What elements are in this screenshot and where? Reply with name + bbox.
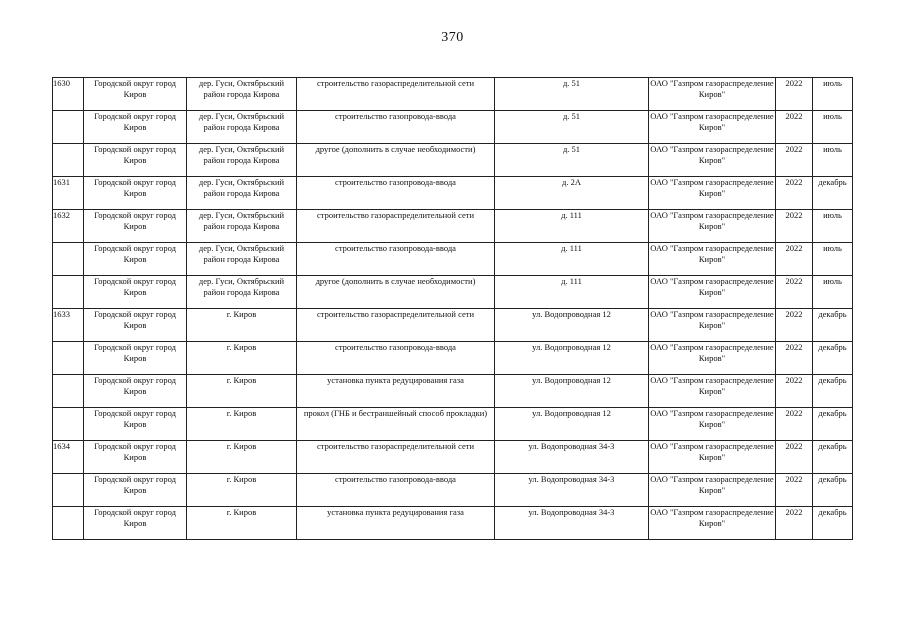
municipality-line: Городской округ город: [94, 441, 176, 451]
work-type-cell: строительство газораспределительной сети: [297, 441, 495, 474]
company-cell: [649, 243, 776, 276]
year-cell: 2022: [776, 408, 813, 441]
year-cell: 2022: [776, 78, 813, 111]
row-number-cell: 1631: [53, 177, 84, 210]
table-row: [53, 441, 853, 474]
municipality-cell: [84, 144, 187, 177]
month-cell: декабрь: [813, 342, 853, 375]
locality-line: район города Кирова: [203, 221, 280, 231]
address-cell: д. 111: [495, 210, 649, 243]
locality-line: г. Киров: [226, 474, 257, 484]
municipality-line: Киров: [123, 353, 147, 363]
municipality-line: Городской округ город: [94, 243, 176, 253]
row-number-cell: [53, 408, 84, 441]
locality-cell: [187, 507, 297, 540]
work-type-cell: установка пункта редуцирования газа: [297, 375, 495, 408]
municipality-cell: [84, 78, 187, 111]
municipality-cell: [84, 111, 187, 144]
row-number-cell: [53, 474, 84, 507]
year-cell: 2022: [776, 309, 813, 342]
municipality-cell: [84, 210, 187, 243]
table-row: [53, 177, 853, 210]
address-cell: ул. Водопроводная 12: [495, 375, 649, 408]
municipality-line: Киров: [123, 419, 147, 429]
year-cell: 2022: [776, 375, 813, 408]
address-cell: д. 111: [495, 276, 649, 309]
month-cell: декабрь: [813, 177, 853, 210]
locality-cell: [187, 111, 297, 144]
company-line: Киров": [698, 353, 726, 363]
locality-line: г. Киров: [226, 375, 257, 385]
month-cell: декабрь: [813, 474, 853, 507]
municipality-line: Городской округ город: [94, 111, 176, 121]
work-type-cell: строительство газопровода-ввода: [297, 243, 495, 276]
year-cell: 2022: [776, 243, 813, 276]
locality-line: г. Киров: [226, 408, 257, 418]
row-number-cell: 1632: [53, 210, 84, 243]
municipality-line: Городской округ город: [94, 507, 176, 517]
table-row: [53, 408, 853, 441]
address-cell: ул. Водопроводная 12: [495, 342, 649, 375]
work-type-cell: строительство газопровода-ввода: [297, 111, 495, 144]
month-cell: июль: [813, 243, 853, 276]
locality-line: дер. Гуси, Октябрьский: [198, 144, 285, 154]
company-line: ОАО "Газпром газораспределение: [650, 309, 774, 319]
company-line: Киров": [698, 221, 726, 231]
company-line: Киров": [698, 155, 726, 165]
work-type-cell: строительство газопровода-ввода: [297, 342, 495, 375]
table-row: [53, 507, 853, 540]
month-cell: декабрь: [813, 375, 853, 408]
year-cell: 2022: [776, 441, 813, 474]
address-cell: д. 51: [495, 144, 649, 177]
company-line: ОАО "Газпром газораспределение: [650, 375, 774, 385]
locality-line: дер. Гуси, Октябрьский: [198, 177, 285, 187]
municipality-line: Городской округ город: [94, 144, 176, 154]
company-line: Киров": [698, 254, 726, 264]
municipality-cell: [84, 474, 187, 507]
company-line: Киров": [698, 89, 726, 99]
address-cell: д. 111: [495, 243, 649, 276]
address-cell: ул. Водопроводная 12: [495, 309, 649, 342]
municipality-cell: [84, 342, 187, 375]
month-cell: июль: [813, 111, 853, 144]
locality-cell: [187, 144, 297, 177]
municipality-cell: [84, 507, 187, 540]
page-number: 370: [441, 30, 464, 45]
table-row: [53, 144, 853, 177]
municipality-line: Городской округ город: [94, 408, 176, 418]
municipality-line: Киров: [123, 320, 147, 330]
company-cell: [649, 144, 776, 177]
company-line: Киров": [698, 188, 726, 198]
row-number-cell: [53, 111, 84, 144]
row-number-cell: 1630: [53, 78, 84, 111]
address-cell: д. 51: [495, 78, 649, 111]
municipality-line: Киров: [123, 386, 147, 396]
municipality-line: Киров: [123, 188, 147, 198]
company-line: ОАО "Газпром газораспределение: [650, 507, 774, 517]
locality-cell: [187, 441, 297, 474]
company-line: ОАО "Газпром газораспределение: [650, 408, 774, 418]
table-row: [53, 111, 853, 144]
year-cell: 2022: [776, 276, 813, 309]
locality-cell: [187, 408, 297, 441]
company-cell: [649, 309, 776, 342]
municipality-line: Киров: [123, 155, 147, 165]
company-line: ОАО "Газпром газораспределение: [650, 144, 774, 154]
row-number-cell: [53, 507, 84, 540]
row-number-cell: [53, 342, 84, 375]
address-cell: ул. Водопроводная 34-3: [495, 474, 649, 507]
month-cell: июль: [813, 276, 853, 309]
row-number-cell: [53, 243, 84, 276]
municipality-line: Городской округ город: [94, 276, 176, 286]
table-row: [53, 474, 853, 507]
company-line: Киров": [698, 518, 726, 528]
year-cell: 2022: [776, 210, 813, 243]
table-row: [53, 276, 853, 309]
locality-cell: [187, 342, 297, 375]
company-cell: [649, 441, 776, 474]
year-cell: 2022: [776, 111, 813, 144]
municipality-cell: [84, 309, 187, 342]
municipality-line: Городской округ город: [94, 474, 176, 484]
table-row: [53, 243, 853, 276]
company-cell: [649, 111, 776, 144]
work-type-cell: установка пункта редуцирования газа: [297, 507, 495, 540]
locality-line: дер. Гуси, Октябрьский: [198, 111, 285, 121]
locality-cell: [187, 309, 297, 342]
company-line: ОАО "Газпром газораспределение: [650, 177, 774, 187]
row-number-cell: [53, 144, 84, 177]
company-line: Киров": [698, 287, 726, 297]
locality-cell: [187, 276, 297, 309]
municipality-line: Киров: [123, 518, 147, 528]
company-line: Киров": [698, 122, 726, 132]
locality-line: район города Кирова: [203, 287, 280, 297]
company-line: Киров": [698, 419, 726, 429]
locality-line: район города Кирова: [203, 254, 280, 264]
work-type-cell: строительство газораспределительной сети: [297, 78, 495, 111]
gas-works-table: [52, 77, 853, 540]
work-type-cell: строительство газораспределительной сети: [297, 309, 495, 342]
company-cell: [649, 408, 776, 441]
locality-line: дер. Гуси, Октябрьский: [198, 276, 285, 286]
month-cell: декабрь: [813, 441, 853, 474]
company-cell: [649, 342, 776, 375]
company-line: ОАО "Газпром газораспределение: [650, 474, 774, 484]
company-cell: [649, 276, 776, 309]
municipality-line: Киров: [123, 254, 147, 264]
address-cell: ул. Водопроводная 12: [495, 408, 649, 441]
row-number-cell: [53, 276, 84, 309]
municipality-line: Киров: [123, 221, 147, 231]
company-line: Киров": [698, 452, 726, 462]
year-cell: 2022: [776, 144, 813, 177]
locality-line: г. Киров: [226, 507, 257, 517]
company-line: Киров": [698, 485, 726, 495]
work-type-cell: строительство газораспределительной сети: [297, 210, 495, 243]
address-cell: д. 51: [495, 111, 649, 144]
company-line: ОАО "Газпром газораспределение: [650, 441, 774, 451]
month-cell: июль: [813, 144, 853, 177]
municipality-cell: [84, 441, 187, 474]
month-cell: декабрь: [813, 408, 853, 441]
locality-line: дер. Гуси, Октябрьский: [198, 243, 285, 253]
company-cell: [649, 210, 776, 243]
company-line: ОАО "Газпром газораспределение: [650, 243, 774, 253]
row-number-cell: 1633: [53, 309, 84, 342]
locality-cell: [187, 210, 297, 243]
locality-line: район города Кирова: [203, 89, 280, 99]
company-line: ОАО "Газпром газораспределение: [650, 111, 774, 121]
year-cell: 2022: [776, 342, 813, 375]
company-cell: [649, 78, 776, 111]
row-number-cell: [53, 375, 84, 408]
municipality-line: Киров: [123, 485, 147, 495]
company-cell: [649, 177, 776, 210]
municipality-line: Киров: [123, 452, 147, 462]
municipality-line: Киров: [123, 122, 147, 132]
municipality-line: Городской округ город: [94, 78, 176, 88]
company-line: Киров": [698, 386, 726, 396]
table-row: [53, 78, 853, 111]
year-cell: 2022: [776, 474, 813, 507]
year-cell: 2022: [776, 177, 813, 210]
locality-cell: [187, 78, 297, 111]
work-type-cell: прокол (ГНБ и бестраншейный способ прокладки): [297, 408, 495, 441]
company-line: Киров": [698, 320, 726, 330]
year-cell: 2022: [776, 507, 813, 540]
locality-line: дер. Гуси, Октябрьский: [198, 210, 285, 220]
work-type-cell: строительство газопровода-ввода: [297, 474, 495, 507]
locality-line: г. Киров: [226, 342, 257, 352]
month-cell: июль: [813, 210, 853, 243]
row-number-cell: 1634: [53, 441, 84, 474]
locality-cell: [187, 177, 297, 210]
company-line: ОАО "Газпром газораспределение: [650, 276, 774, 286]
locality-line: дер. Гуси, Октябрьский: [198, 78, 285, 88]
locality-line: район города Кирова: [203, 188, 280, 198]
municipality-line: Городской округ город: [94, 375, 176, 385]
table-row: [53, 309, 853, 342]
table-body: [53, 78, 853, 540]
municipality-line: Городской округ город: [94, 342, 176, 352]
municipality-cell: [84, 243, 187, 276]
company-line: ОАО "Газпром газораспределение: [650, 210, 774, 220]
address-cell: ул. Водопроводная 34-3: [495, 441, 649, 474]
locality-line: район города Кирова: [203, 122, 280, 132]
company-line: ОАО "Газпром газораспределение: [650, 342, 774, 352]
locality-line: г. Киров: [226, 441, 257, 451]
municipality-line: Городской округ город: [94, 210, 176, 220]
table-row: [53, 375, 853, 408]
month-cell: декабрь: [813, 309, 853, 342]
municipality-line: Киров: [123, 287, 147, 297]
work-type-cell: строительство газопровода-ввода: [297, 177, 495, 210]
company-cell: [649, 375, 776, 408]
municipality-line: Городской округ город: [94, 177, 176, 187]
table-row: [53, 342, 853, 375]
municipality-cell: [84, 408, 187, 441]
municipality-line: Городской округ город: [94, 309, 176, 319]
municipality-cell: [84, 177, 187, 210]
locality-line: г. Киров: [226, 309, 257, 319]
company-line: ОАО "Газпром газораспределение: [650, 78, 774, 88]
company-cell: [649, 507, 776, 540]
work-type-cell: другое (дополнить в случае необходимости): [297, 276, 495, 309]
locality-line: район города Кирова: [203, 155, 280, 165]
locality-cell: [187, 474, 297, 507]
month-cell: июль: [813, 78, 853, 111]
address-cell: д. 2А: [495, 177, 649, 210]
month-cell: декабрь: [813, 507, 853, 540]
municipality-cell: [84, 276, 187, 309]
locality-cell: [187, 243, 297, 276]
company-cell: [649, 474, 776, 507]
address-cell: ул. Водопроводная 34-3: [495, 507, 649, 540]
locality-cell: [187, 375, 297, 408]
municipality-cell: [84, 375, 187, 408]
table-row: [53, 210, 853, 243]
work-type-cell: другое (дополнить в случае необходимости): [297, 144, 495, 177]
municipality-line: Киров: [123, 89, 147, 99]
